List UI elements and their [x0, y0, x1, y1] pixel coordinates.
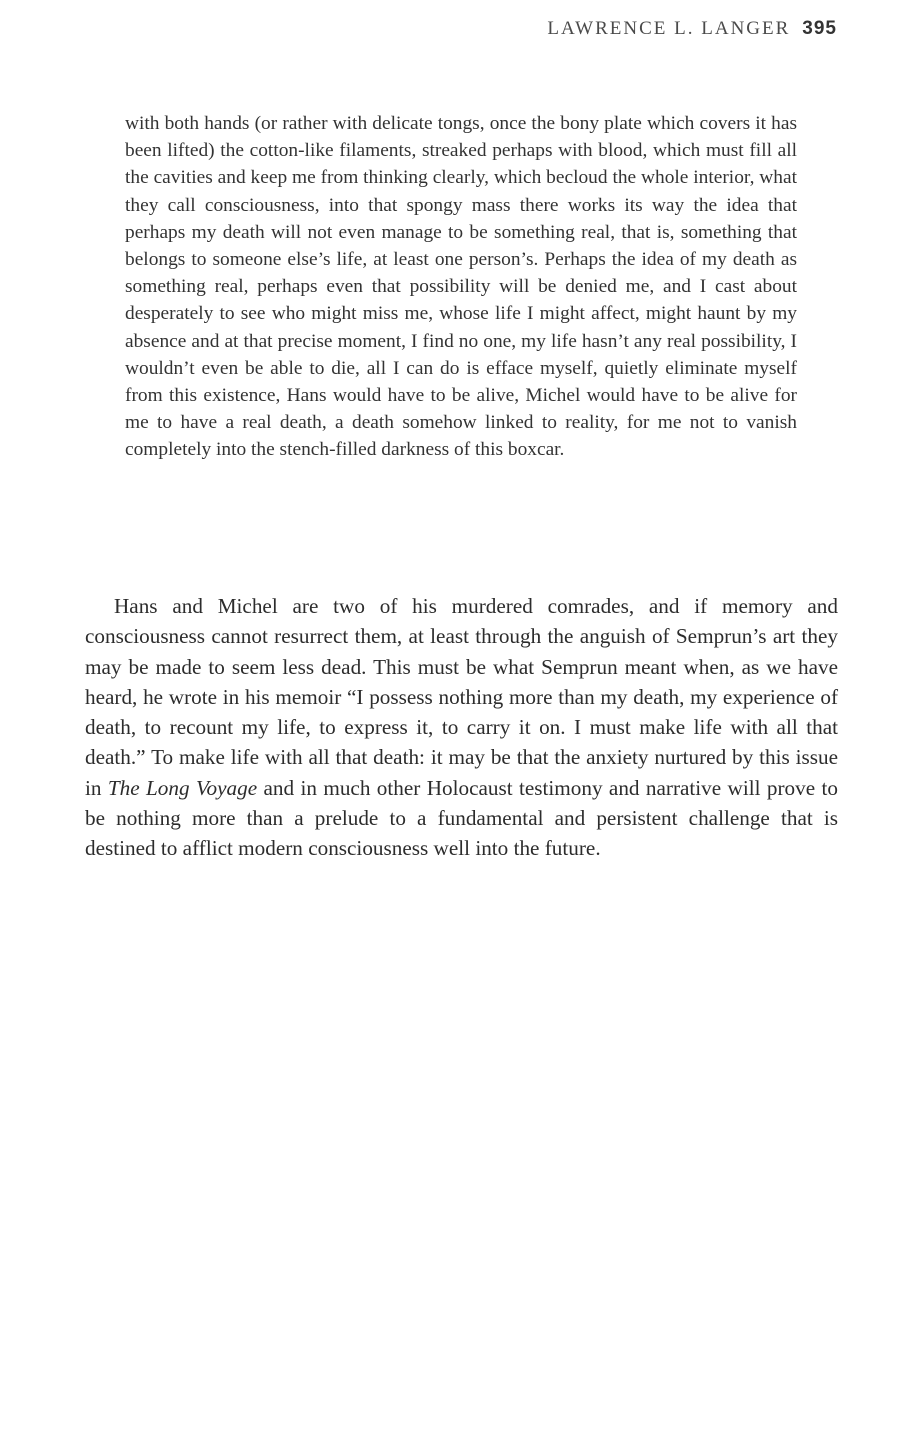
body-paragraph [85, 591, 838, 864]
book-title: The Long Voyage [107, 775, 258, 800]
running-head [547, 18, 837, 40]
block-quote: with both hands (or rather with delicate tongs, once the bony plate which covers it has been lifted) the cotton-like filaments, streaked perhaps with blood, which must fill all the cavities and keep me from thinking clearly, which becloud the whole interior, what they call consciousness, into that spongy mass there works its way the idea that perhaps my death will not even manage to be something real, that is, something that belongs to someone else’s life, at least one person’s. Perhaps the idea of my death as something real, perhaps even that possibility will be denied me, and I cast about desperately to see who might miss me, whose life I might affect, might haunt by my absence and at that precise moment, I find no one, my life hasn’t any real possibility, I wouldn’t even be able to die, all I can do is efface myself, quietly eliminate myself from this existence, Hans would have to be alive, Michel would have to be alive for me to have a real death, a death somehow linked to reality, for me not to vanish completely into the stench-filled darkness of this boxcar. [125, 113, 797, 461]
page-number: 395 [802, 18, 837, 39]
body-paragraph-text-part2: and in much other Holocaust testimony and narrative will prove to be nothing more than a prelude to a fundamental and persistent challenge that is destined to afflict modern consciousness well into the future. [85, 775, 838, 861]
body-paragraph-text-part1: Hans and Michel are two of his murdered comrades, and if memory and consciousness cannot resurrect them, at least through the anguish of Semprun’s art they may be made to seem less dead. This must be what Semprun meant when, as we have heard, he wrote in his memoir “I possess nothing more than my death, my experience of death, to recount my life, to express it, to carry it on. I must make life with all that death.” To make life with all that death: it may be that the anxiety nurtured by this issue in [85, 594, 838, 800]
running-head-author: LAWRENCE L. LANGER [547, 18, 791, 39]
